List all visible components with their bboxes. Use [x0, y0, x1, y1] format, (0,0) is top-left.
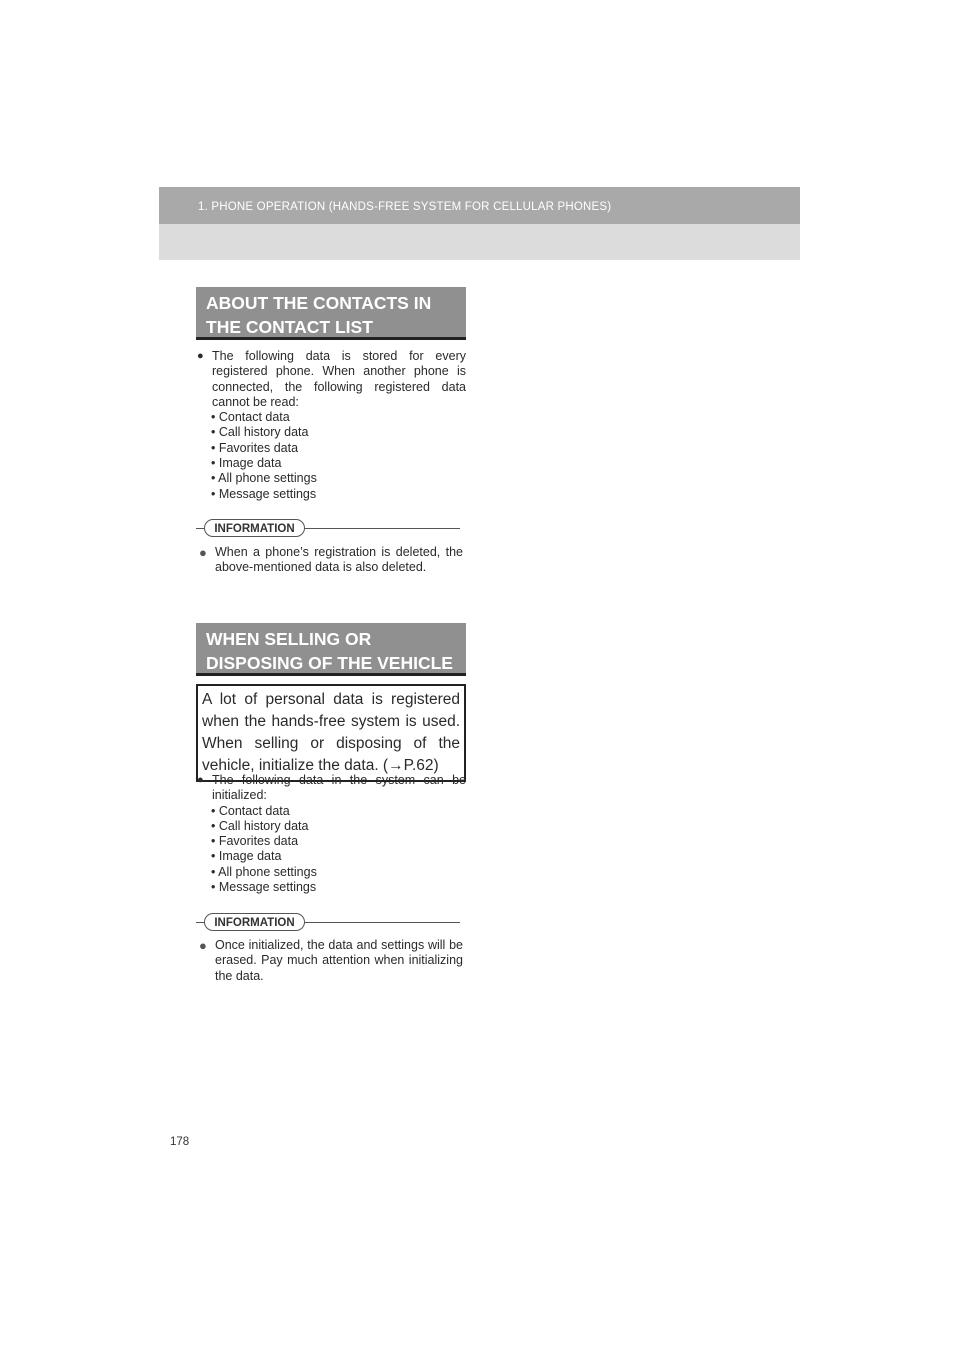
- section-heading-line2: THE CONTACT LIST: [206, 317, 373, 337]
- section-heading-contacts: [196, 287, 466, 340]
- page-header-bar: [159, 187, 800, 224]
- page-header-band: [159, 187, 800, 260]
- list-item: • Contact data: [211, 410, 290, 425]
- contacts-bullet: [196, 349, 466, 502]
- list-item: • All phone settings: [211, 471, 317, 486]
- list-item: • All phone settings: [211, 864, 317, 879]
- list-item: • Favorites data: [211, 834, 299, 849]
- bullet-icon: ●: [197, 774, 204, 786]
- info-text: Once initialized, the data and settings will be erased. Pay much attention when initializing the data.: [215, 938, 463, 983]
- stored-data-list: [196, 410, 466, 502]
- information-badge: INFORMATION: [204, 519, 305, 537]
- list-item: • Image data: [211, 849, 282, 864]
- bullet-text: The following data in the system can be initialized:: [212, 773, 466, 803]
- list-item: • Call history data: [211, 818, 309, 833]
- information-badge: INFORMATION: [204, 913, 305, 931]
- information-note: [199, 938, 463, 984]
- information-note: [199, 545, 463, 576]
- page-number: 178: [170, 1136, 190, 1148]
- list-item: • Call history data: [211, 425, 309, 440]
- list-item: • Image data: [211, 456, 282, 471]
- section-heading-selling: [196, 623, 466, 676]
- list-item: • Message settings: [211, 486, 317, 501]
- info-bullet-icon: ●: [199, 545, 207, 560]
- selling-bullet: [196, 773, 466, 895]
- bullet-icon: ●: [197, 350, 204, 362]
- section-heading-line2: DISPOSING OF THE VEHICLE: [206, 653, 453, 673]
- initializable-data-list: [196, 804, 466, 896]
- personal-data-notice: A lot of personal data is registered when the hands-free system is used. When selling or disposing of the vehicle, initialize the data. (→P.62): [196, 684, 466, 782]
- info-bullet-icon: ●: [199, 938, 207, 953]
- chapter-title: 1. PHONE OPERATION (HANDS-FREE SYSTEM FOR CELLULAR PHONES): [198, 201, 612, 213]
- list-item: • Message settings: [211, 880, 317, 895]
- list-item: • Favorites data: [211, 440, 299, 455]
- bullet-text: The following data is stored for every registered phone. When another phone is connected, the following registered data cannot be read:: [212, 349, 466, 409]
- section-heading-line1: WHEN SELLING OR: [206, 629, 372, 649]
- info-text: When a phone’s registration is deleted, the above-mentioned data is also deleted.: [215, 545, 463, 575]
- list-item: • Contact data: [211, 803, 290, 818]
- section-heading-line1: ABOUT THE CONTACTS IN: [206, 293, 432, 313]
